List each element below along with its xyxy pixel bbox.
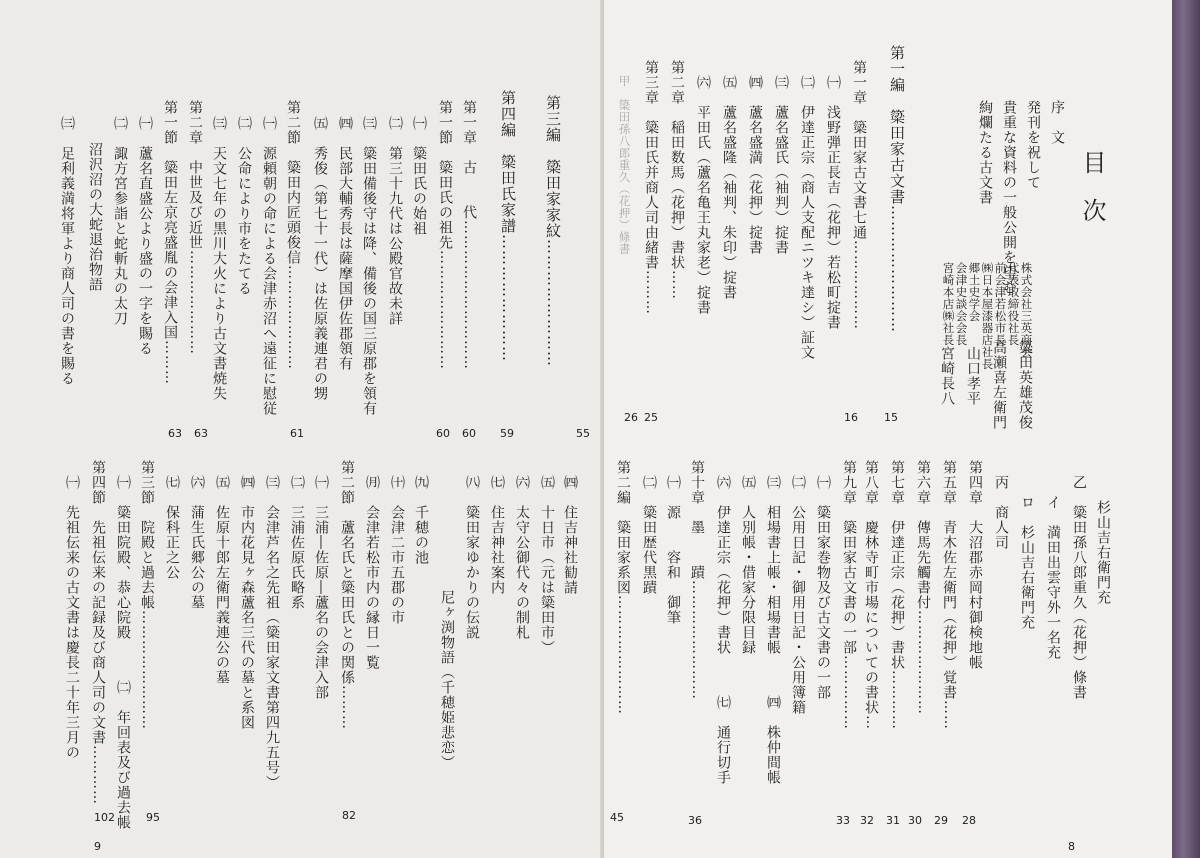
section-heading: 第二節 蘆名氏と簗田氏との関係………: [339, 460, 355, 730]
toc-item: ㈤ 人別帳・借家分限目録: [740, 475, 756, 655]
toc-item: ㈠ 浅野弾正長吉（花押）若松町掟書: [825, 75, 841, 330]
part4-heading: 第四編 簗田氏家譜……………………: [499, 90, 517, 362]
toc-item: ㈣ 株仲間帳: [765, 695, 781, 785]
preface-line: 絢爛たる古文書: [977, 100, 993, 205]
page-number: 102: [94, 811, 115, 824]
part2-heading: 第二編 簗田家系図……………………: [615, 460, 631, 715]
page-number: 32: [860, 814, 874, 827]
toc-item: 沼沢沼の大蛇退治物語: [87, 142, 103, 292]
toc-item: ㈤ 蘆名盛隆（袖判、朱印）掟書: [721, 75, 737, 300]
chapter-heading: 第二章 稲田数馬（花押）書状……: [669, 60, 685, 300]
contributor-name: 簗田英雄茂俊: [1017, 340, 1033, 430]
folio-right: 8: [1068, 840, 1075, 853]
toc-item: 丙 商人司: [993, 475, 1009, 550]
book-edge-background: [1172, 0, 1200, 858]
right-page: [604, 0, 1172, 858]
section-heading: 第三節 院殿と過去帳……………………: [139, 460, 155, 730]
toc-item: ㈤ 秀俊（第七十一代）は佐原義連君の甥: [312, 116, 328, 401]
toc-item: ㈠ 源 容和 御筆: [665, 475, 681, 625]
part3-heading: 第三編 簗田家家紋……………………: [544, 95, 562, 367]
toc-item: ㈠ 簗田氏の始祖: [411, 116, 427, 236]
toc-item: ㈡ 簗田歴代黒蹟: [641, 475, 657, 595]
toc-item: ㈠ 源頼朝の命による会津赤沼へ遠征に慰従: [261, 116, 277, 416]
org-title: 会津史談会会長: [954, 262, 969, 346]
toc-item: ㈠ 簗田院殿、恭心院殿: [115, 475, 131, 640]
chapter-heading: 第十章 墨 蹟……………………: [689, 460, 705, 700]
contributor-name: 宮崎長八: [939, 346, 955, 406]
toc-item: ㈨ 千穂の池: [413, 475, 429, 565]
section-heading: 第一節 簗田左京亮盛胤の会津入国………: [162, 100, 178, 385]
toc-item: ㈥ 平田氏（蘆名亀王丸家老）掟書: [695, 75, 711, 315]
contributor-name: 高瀬喜左衛門: [991, 340, 1007, 430]
toc-item: ㈡ 公用日記・御用日記・公用簿籍: [790, 475, 806, 715]
toc-item: ㈡ 諏方宮参詣と蛇斬丸の太刀: [112, 116, 128, 326]
section-heading: 第一節 簗田氏の祖先……………………: [437, 100, 453, 370]
toc-item: 乙 簗田孫八郎重久（花押）條書: [1071, 475, 1087, 700]
toc-item: ㈥ 伊達正宗（花押）書状: [715, 475, 731, 655]
toc-item: ㈤ 佐原十郎左衛門義連公の墓: [214, 475, 230, 685]
chapter-heading: 第九章 簗田家古文書の一部……………: [841, 460, 857, 730]
contributor-name: 山口孝平: [965, 346, 981, 406]
toc-item: ㈦ 通行切手: [715, 695, 731, 785]
toc-item: ㈢ 天文七年の黒川大火により古文書焼失: [211, 116, 227, 401]
page-number: 31: [886, 814, 900, 827]
preface-label: 序 文: [1049, 100, 1065, 145]
page-number: 29: [934, 814, 948, 827]
page-number: 33: [836, 814, 850, 827]
toc-item: イ 満田出雲守外一名充: [1045, 495, 1061, 660]
toc-item: ㈧ 簗田家ゆかりの伝説: [464, 475, 480, 640]
org-title: 代表取締役社長: [1006, 262, 1021, 346]
toc-item: ㈣ 住吉神社勧請: [562, 475, 578, 595]
page-number: 15: [884, 411, 898, 424]
toc-item: ㈣ 市内花見ヶ森蘆名三代の墓と系図: [239, 475, 255, 730]
toc-item: ㈢ 簗田備後守は降、備後の国三原郡を領有: [361, 116, 377, 416]
toc-item: ㈣ 蘆名盛満（花押）掟書: [747, 75, 763, 255]
page-number: 63: [194, 427, 208, 440]
toc-item: ㈠ 三浦―佐原―蘆名の会津入部: [313, 475, 329, 700]
toc-item: ロ 杉山吉右衛門充: [1019, 495, 1035, 630]
toc-item: ㈡ 三浦佐原氏略系: [289, 475, 305, 610]
chapter-heading: 第二章 中世及び近世…………………: [187, 100, 203, 355]
page-number: 30: [908, 814, 922, 827]
page-number: 59: [500, 427, 514, 440]
page-title: 目 次: [1078, 150, 1106, 222]
org-title: ㈱日本屋漆器店社長: [980, 262, 995, 370]
chapter-heading: 第三章 簗田氏并商人司由緒書………: [643, 60, 659, 315]
toc-item: ㈠ 先祖伝来の古文書は慶長二十年三月の: [64, 475, 80, 760]
page-number: 26: [624, 411, 638, 424]
chapter-heading: 第六章 傳馬先觸書付…………………: [915, 460, 931, 715]
toc-item: ㈥ 蒲生氏郷公の墓: [189, 475, 205, 610]
org-title: 宮崎本店㈱社長: [941, 262, 956, 346]
section-heading: 第四節 先祖伝来の記録及び商人司の文書…………: [90, 460, 106, 805]
toc-item: ㈪ 会津若松市内の縁日一覧: [364, 475, 380, 670]
toc-item: ㈢ 相場書上帳・相場書帳: [765, 475, 781, 655]
section-heading: 第二節 簗田内匠頭俊信…………………: [285, 100, 301, 370]
toc-item: ㈣ 民部大輔秀長は薩摩国伊佐郡領有: [337, 116, 353, 371]
page-number: 16: [844, 411, 858, 424]
toc-item: ㈦ 住吉神社案内: [489, 475, 505, 595]
page-number: 25: [644, 411, 658, 424]
toc-item: 杉山吉右衛門充: [1095, 500, 1111, 605]
part1-heading: 第一編 簗田家古文書……………………: [888, 45, 906, 333]
page-number: 36: [688, 814, 702, 827]
chapter-heading: 第四章 大沼郡赤岡村御検地帳: [967, 460, 983, 670]
toc-item: ㈢ 会津芦名之先祖（簗田家文書第四九五号）: [264, 475, 280, 790]
page-number: 95: [146, 811, 160, 824]
chapter-heading: 第一章 簗田家古文書七通………………: [851, 60, 867, 330]
org-title: 前会津若松市長: [993, 262, 1008, 346]
page-number: 45: [610, 811, 624, 824]
chapter-heading: 第五章 青木佐左衛門（花押）覚書……: [941, 460, 957, 730]
preface-line: 貴重な資料の一般公開を望む: [1001, 100, 1017, 295]
toc-item: ㈠ 蘆名直盛公より盛の一字を賜る: [137, 116, 153, 356]
toc-item: ㈢ 足利義満将軍より商人司の書を賜る: [59, 116, 75, 386]
page-number: 60: [436, 427, 450, 440]
toc-item: 尼ヶ渕物語（千穂姫悲恋）: [439, 590, 455, 770]
toc-item: ㈠ 簗田家巻物及び古文書の一部: [815, 475, 831, 700]
toc-item: 甲 簗田孫八郎重久（花押）條書: [617, 75, 632, 255]
page-number: 63: [168, 427, 182, 440]
folio-left: 9: [94, 840, 101, 853]
toc-item: ㈥ 太守公御代々の制札: [514, 475, 530, 640]
page-number: 55: [576, 427, 590, 440]
toc-item: ㈡ 伊達正宗（商人支配ニツキ達シ）証文: [799, 75, 815, 360]
org-title: 株式会社三英商会: [1019, 262, 1034, 358]
toc-item: ㈢ 蘆名盛氏（袖判）掟書: [773, 75, 789, 255]
page-number: 28: [962, 814, 976, 827]
chapter-heading: 第八章 慶林寺町市場についての書状…: [863, 460, 879, 730]
page-number: 60: [462, 427, 476, 440]
toc-item: ㈡ 公命により市をたてる: [236, 116, 252, 296]
chapter-heading: 第一章 古 代…………………………: [461, 100, 477, 370]
page-number: 61: [290, 427, 304, 440]
org-title: 郷土史学会: [967, 262, 982, 322]
toc-item: ㈡ 第三十九代は公殿官故未詳: [387, 116, 403, 326]
chapter-heading: 第七章 伊達正宗（花押）書状…………: [889, 460, 905, 730]
toc-item: ㈤ 十日市（元は簗田市）: [539, 475, 555, 655]
toc-item: ㈩ 会津二市五郡の市: [389, 475, 405, 625]
preface-line: 発刊を祝して: [1025, 100, 1041, 190]
page-number: 82: [342, 809, 356, 822]
toc-item: ㈦ 保科正之公: [164, 475, 180, 580]
toc-item: ㈡ 年回表及び過去帳: [115, 680, 131, 830]
